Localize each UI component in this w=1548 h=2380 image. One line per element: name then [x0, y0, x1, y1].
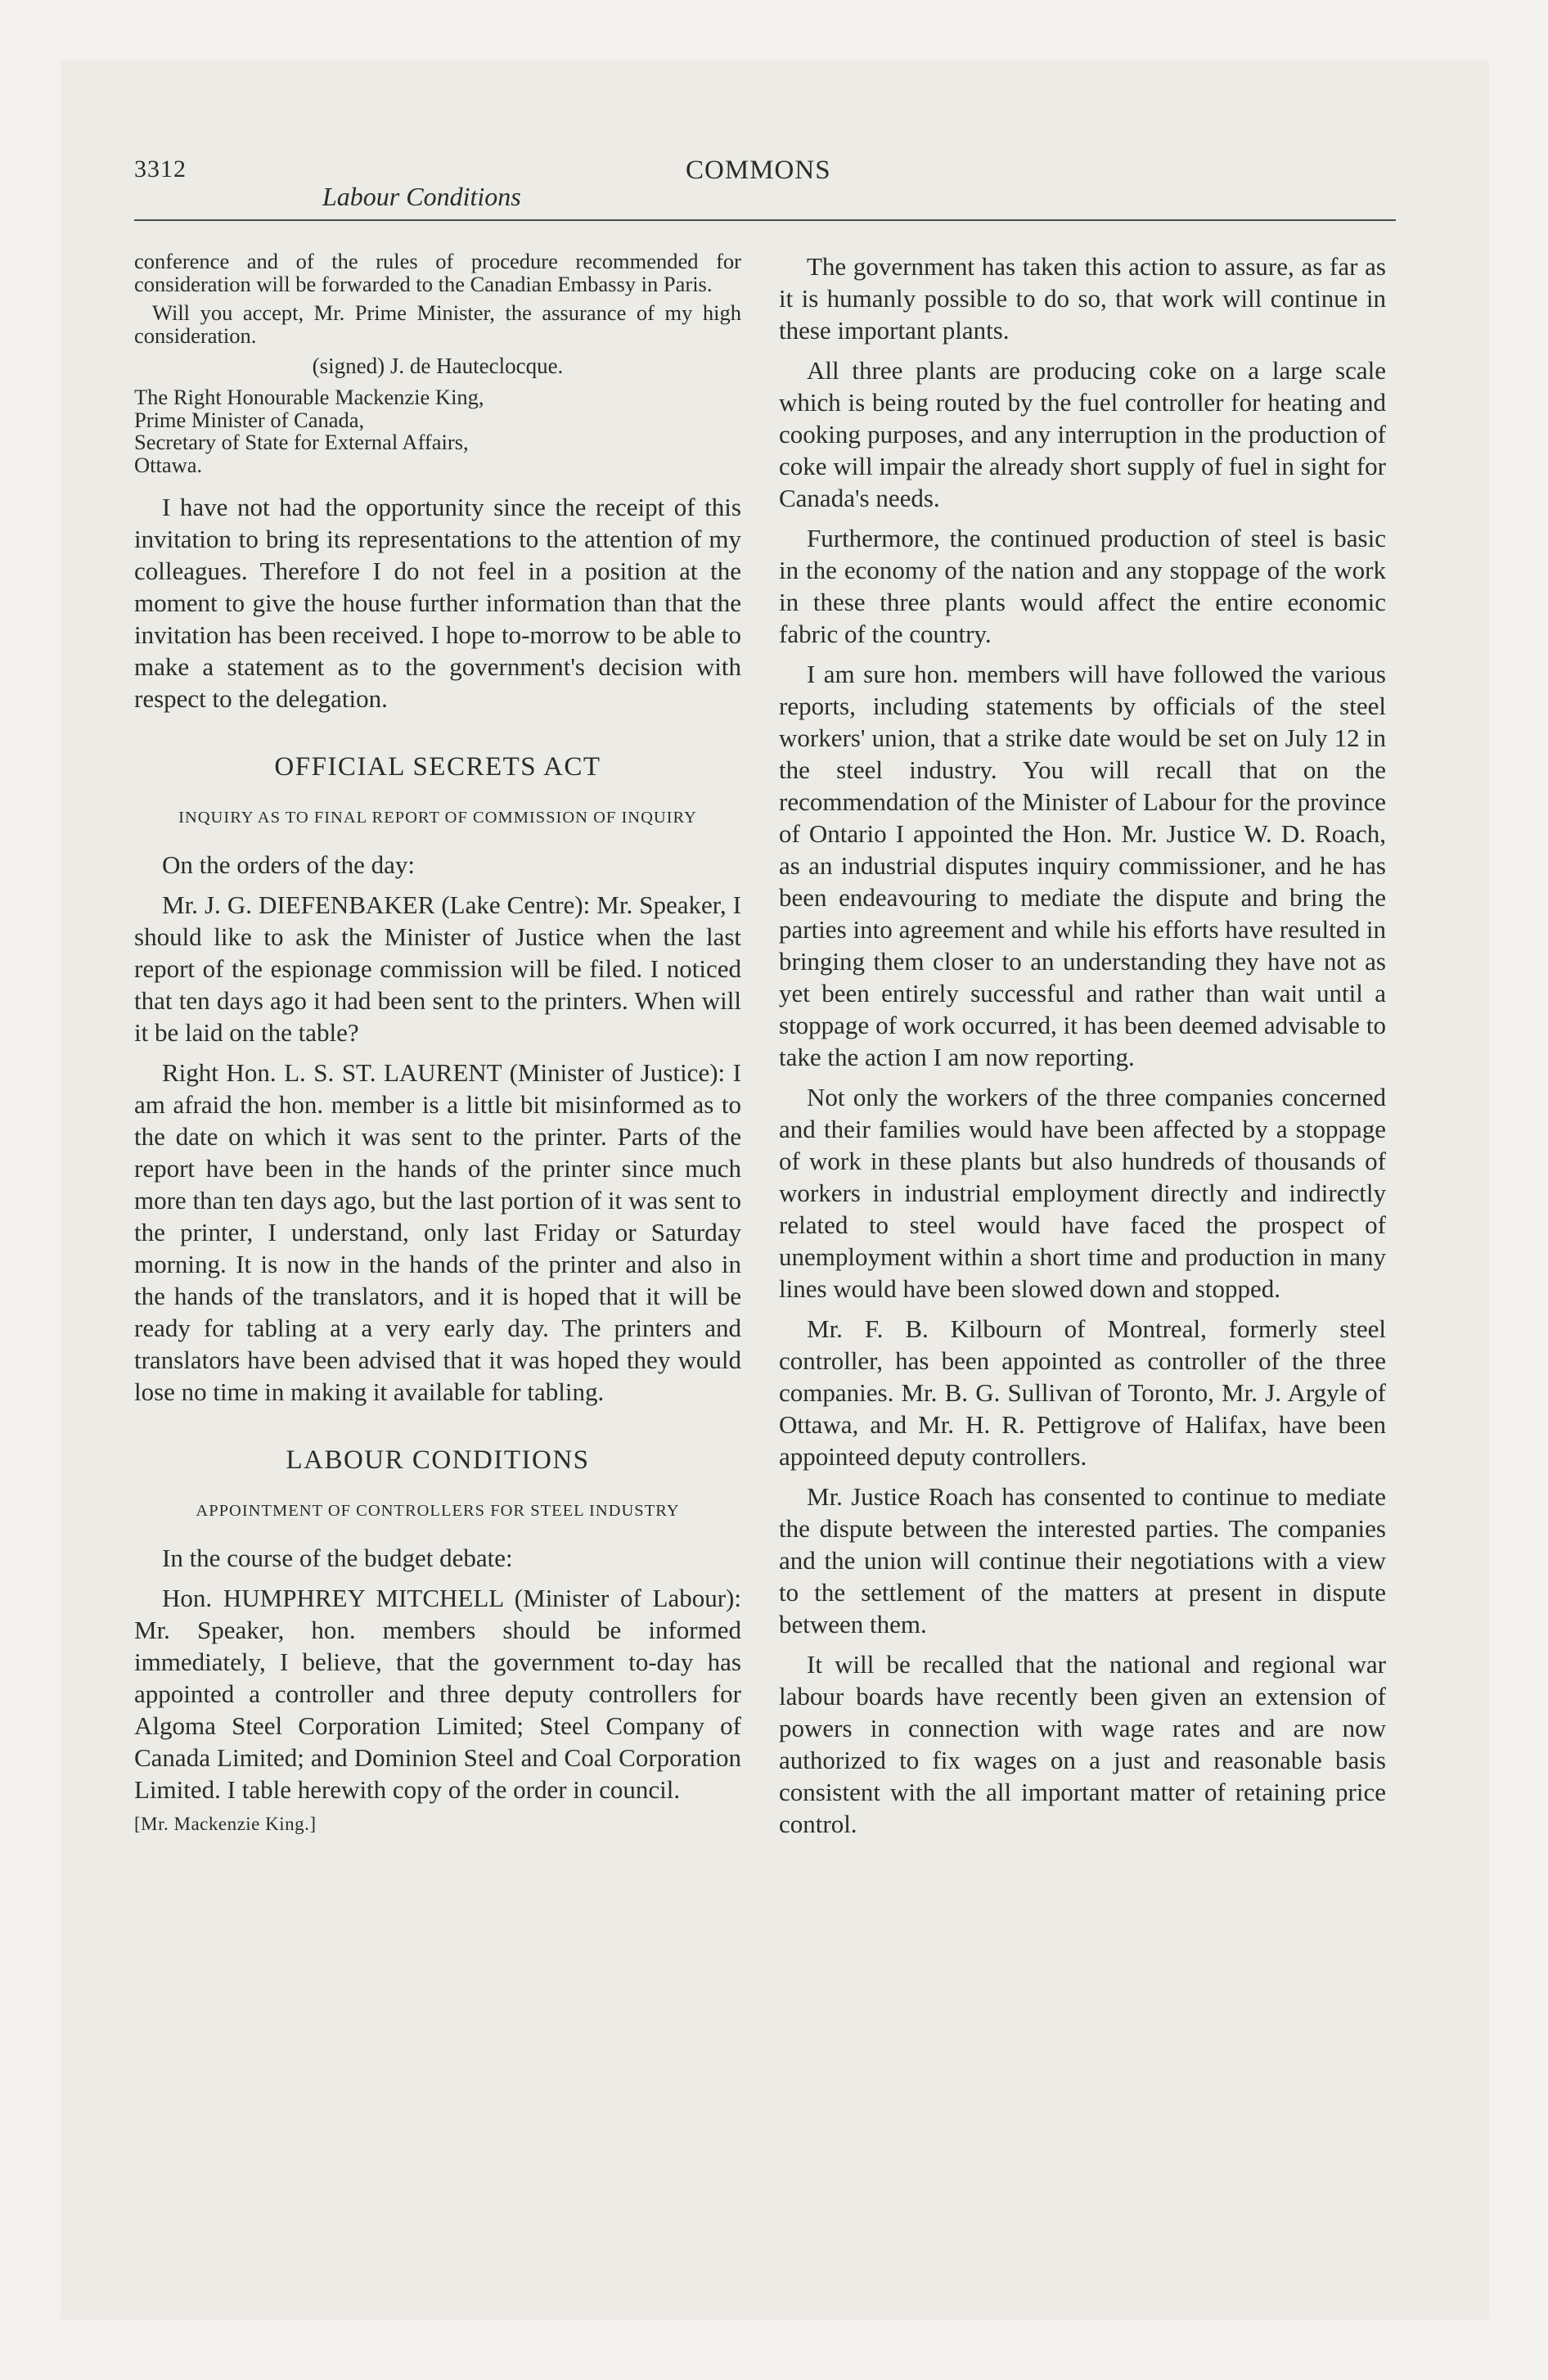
subheading-controllers: APPOINTMENT OF CONTROLLERS FOR STEEL INDUSTRY	[196, 1502, 680, 1520]
letter-closing: Will you accept, Mr. Prime Minister, the assurance of my high consideration.	[134, 300, 741, 348]
letter-addressee	[134, 386, 741, 476]
paragraph: I am sure hon. members will have followed the various reports, including statements by officials of the steel workers' union, that a strike date would be set on July 12 in the steel industry. You will recall that on the recommendation of the Minister of Labour for the province of Ontario I appointed the Hon. Mr. Justice W. D. Roach, as an industrial disputes inquiry commissioner, and he has been endeavouring to mediate the dispute and bring the parties into agreement and while his efforts have resulted in bringing them closer to an understanding they have not as yet been entirely successful and rather than wait until a stoppage of work occurred, it has been deemed advisable to take the action I am now reporting.	[779, 660, 1386, 1071]
page-header: COMMONS	[686, 156, 831, 185]
section-title: Labour Conditions	[322, 182, 521, 211]
left-column	[134, 250, 741, 1835]
paragraph: Not only the workers of the three companies concerned and their families would have been affected by a stoppage of work in these plants but also hundreds of thousands of workers in industrial employment directly and indirectly related to steel would have faced the prospect of unemployment within a short time and production in many lines would have been slowed down and stopped.	[779, 1083, 1386, 1303]
paragraph: Furthermore, the continued production of steel is basic in the economy of the nation and any stoppage of the work in these three plants would affect the entire economic fabric of the country.	[779, 524, 1386, 648]
paragraph-mitchell: Hon. HUMPHREY MITCHELL (Minister of Labour): Mr. Speaker, hon. members should be informed immediately, I believe, that the government to-day has appointed a controller and three deputy controllers for Algoma Steel Corporation Limited; Steel Company of Canada Limited; and Dominion Steel and Coal Corporation Limited. I table herewith copy of the order in council.	[134, 1584, 741, 1804]
heading-labour-conditions: LABOUR CONDITIONS	[286, 1445, 590, 1475]
paragraph: All three plants are producing coke on a large scale which is being routed by the fuel controller for heating and cooking purposes, and any interruption in the production of coke will impair the already short supply of fuel in sight for Canada's needs.	[779, 356, 1386, 512]
budget-debate-note: In the course of the budget debate:	[162, 1544, 513, 1572]
orders-of-the-day: On the orders of the day:	[162, 850, 416, 879]
letter-signature: (signed) J. de Hauteclocque.	[312, 354, 564, 378]
heading-official-secrets-act: OFFICIAL SECRETS ACT	[274, 752, 601, 782]
paragraph: Mr. F. B. Kilbourn of Montreal, formerly steel controller, has been appointed as controller of the three companies. Mr. B. G. Sullivan of Toronto, Mr. J. Argyle of Ottawa, and Mr. H. R. Pettigrove of Halifax, have been appointeed deputy controllers.	[779, 1314, 1386, 1471]
letter-text: conference and of the rules of procedure recommended for consideration will be forwarded to the Canadian Embassy in Paris.	[134, 249, 741, 296]
paragraph: Mr. Justice Roach has consented to continue to mediate the dispute between the interested parties. The companies and the union will continue their negotiations with a view to the settlement of the matters at present in dispute between them.	[779, 1482, 1386, 1639]
subheading-inquiry: INQUIRY AS TO FINAL REPORT OF COMMISSION OF INQUIRY	[178, 809, 697, 827]
paragraph: I have not had the opportunity since the receipt of this invitation to bring its representations to the attention of my colleagues. Therefore I do not feel in a position at the moment to give the house further information than that the invitation has been received. I hope to-morrow to be able to make a statement as to the government's decision with respect to the delegation.	[134, 493, 741, 713]
page-number: 3312	[134, 156, 187, 183]
addressee-line: Secretary of State for External Affairs,	[134, 430, 469, 454]
paragraph: It will be recalled that the national and regional war labour boards have recently been given an extension of powers in connection with wage rates and are now authorized to fix wages on a just and reasonable basis consistent with the all important matter of retaining price control.	[779, 1650, 1386, 1838]
paragraph-diefenbaker: Mr. J. G. DIEFENBAKER (Lake Centre): Mr. Speaker, I should like to ask the Minister of Justice when the last report of the espionage commission will be filed. I noticed that ten days ago it had been sent to the printers. When will it be laid on the table?	[134, 890, 741, 1047]
paragraph: The government has taken this action to assure, as far as it is humanly possible to do so, that work will continue in these important plants.	[779, 252, 1386, 345]
addressee-line: The Right Honourable Mackenzie King,	[134, 385, 484, 409]
speaker-footer: [Mr. Mackenzie King.]	[134, 1814, 317, 1834]
header-rule	[134, 219, 1396, 221]
paragraph-st-laurent: Right Hon. L. S. ST. LAURENT (Minister of Justice): I am afraid the hon. member is a little bit misinformed as to the date on which it was sent to the printer. Parts of the report have been in the hands of the printer since much more than ten days ago, but the last portion of it was sent to the printer, I understand, only last Friday or Saturday morning. It is now in the hands of the printer and also in the hands of the translators, and it is hoped that it will be ready for tabling at a very early day. The printers and translators have been advised that it was hoped they would lose no time in making it available for tabling.	[134, 1058, 741, 1406]
addressee-line: Prime Minister of Canada,	[134, 407, 365, 432]
right-column	[779, 250, 1386, 1848]
addressee-line: Ottawa.	[134, 452, 203, 477]
